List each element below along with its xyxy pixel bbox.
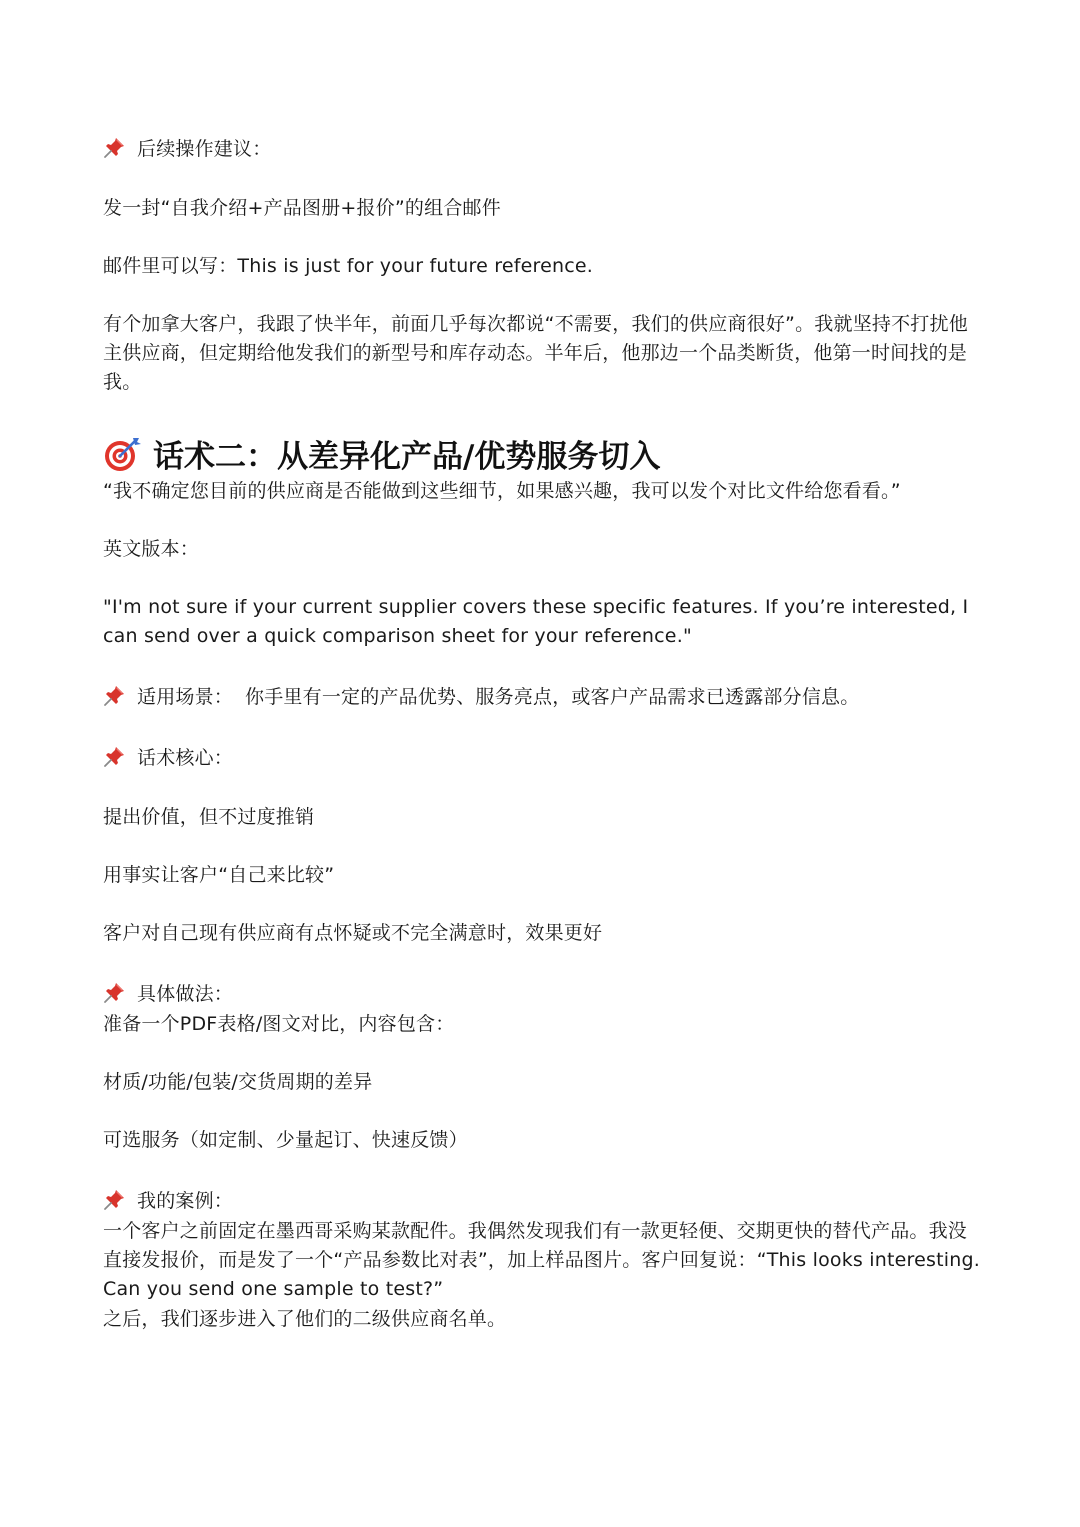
scene-text: 你手里有一定的产品优势、服务亮点，或客户产品需求已透露部分信息。	[245, 686, 860, 708]
followup-item-1: 发一封“自我介绍+产品图册+报价”的组合邮件	[103, 197, 501, 219]
case-title: 我的案例：	[137, 1190, 234, 1212]
core-title-line	[103, 744, 233, 773]
scene-label: 适用场景：	[137, 686, 234, 708]
method-item-2: 材质/功能/包装/交货周期的差异	[103, 1071, 373, 1093]
core-item-1: 提出价值，但不过度推销	[103, 806, 315, 828]
method-item-1: 准备一个PDF表格/图文对比，内容包含：	[103, 1013, 455, 1035]
core-title: 话术核心：	[137, 747, 234, 769]
script2-heading-line	[103, 435, 660, 477]
followup-title-line	[103, 135, 271, 164]
script2-heading: 话术二：从差异化产品/优势服务切入	[153, 439, 661, 475]
pushpin-icon	[103, 980, 127, 1004]
pushpin-icon	[103, 683, 127, 707]
scene-line	[103, 683, 859, 712]
core-item-3: 客户对自己现有供应商有点怀疑或不完全满意时，效果更好	[103, 922, 603, 944]
english-version-text: "I'm not sure if your current supplier covers these specific features. If you’re interested, I can send over a quick comparison sheet for your reference."	[103, 596, 969, 647]
method-title: 具体做法：	[137, 983, 234, 1005]
followup-item-2: 邮件里可以写：This is just for your future reference.	[103, 255, 594, 277]
core-item-2: 用事实让客户“自己来比较”	[103, 864, 335, 886]
method-item-3: 可选服务（如定制、少量起订、快速反馈）	[103, 1129, 468, 1151]
script2-quote: “我不确定您目前的供应商是否能做到这些细节，如果感兴趣，我可以发个对比文件给您看看。”	[103, 480, 901, 502]
case-result: 之后，我们逐步进入了他们的二级供应商名单。	[103, 1308, 507, 1330]
method-title-line	[103, 980, 233, 1009]
direct-hit-icon	[103, 435, 141, 473]
case-title-line	[103, 1187, 233, 1216]
english-version-label: 英文版本：	[103, 538, 200, 560]
pushpin-icon	[103, 744, 127, 768]
followup-title: 后续操作建议：	[137, 138, 272, 160]
canada-case-paragraph: 有个加拿大客户，我跟了快半年，前面几乎每次都说“不需要，我们的供应商很好”。我就坚持不打扰他主供应商，但定期给他发我们的新型号和库存动态。半年后，他那边一个品类断货，他第一时间找的是我。	[103, 313, 968, 393]
pushpin-icon	[103, 1187, 127, 1211]
case-paragraph: 一个客户之前固定在墨西哥采购某款配件。我偶然发现我们有一款更轻便、交期更快的替代产品。我没直接发报价，而是发了一个“产品参数比对表”，加上样品图片。客户回复说：“This looks interesting. Can you send one sample to test?”	[103, 1220, 980, 1300]
pushpin-icon	[103, 135, 127, 159]
